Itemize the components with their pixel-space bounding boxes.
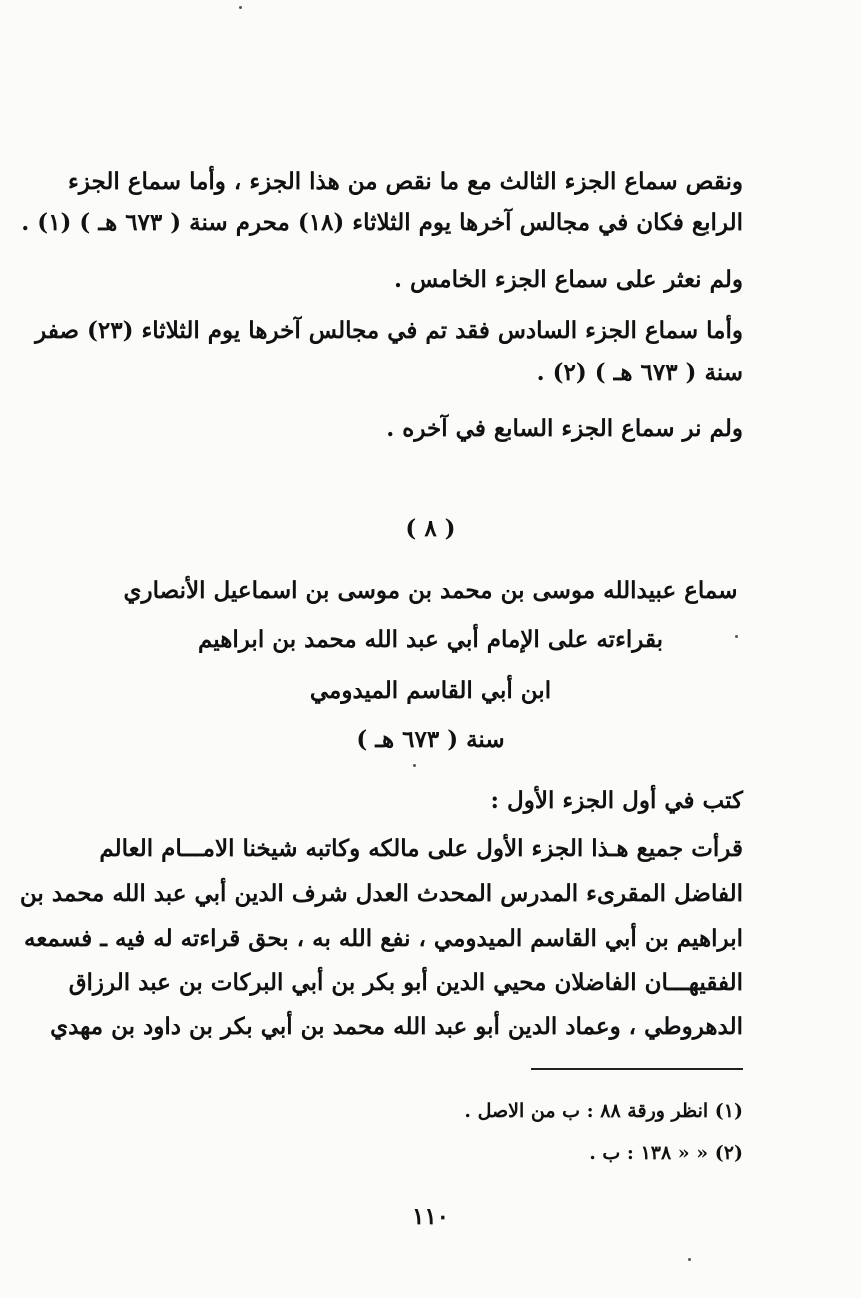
- text-line: سنة ( ٦٧٣ هـ ) (٢) .: [536, 359, 743, 386]
- footnote: (١) انظر ورقة ٨٨ : ب من الاصل .: [464, 1100, 743, 1122]
- text-line: الفقيهـــان الفاضلان محيي الدين أبو بكر بن أبي البركات بن عبد الرزاق: [68, 969, 743, 996]
- section-title-line: سماع عبيدالله موسى بن محمد بن موسى بن اسماعيل الأنصاري: [123, 577, 738, 604]
- section-number: ( ٨ ): [405, 515, 456, 542]
- section-title-line: بقراءته على الإمام أبي عبد الله محمد بن ابراهيم: [197, 626, 664, 653]
- text-line: ولم نعثر على سماع الجزء الخامس .: [393, 266, 743, 293]
- text-line: الرابع فكان في مجالس آخرها يوم الثلاثاء (١٨) محرم سنة ( ٦٧٣ هـ ) (١) .: [21, 209, 743, 236]
- footnote-divider: [531, 1068, 743, 1070]
- scan-speck: [735, 635, 738, 638]
- footnote: (٢) « « ١٣٨ : ب .: [589, 1142, 743, 1164]
- text-line: الدهروطي ، وعماد الدين أبو عبد الله محمد بن أبي بكر بن داود بن مهدي: [50, 1013, 743, 1040]
- text-line: قرأت جميع هـذا الجزء الأول على مالكه وكاتبه شيخنا الامـــام العالم: [99, 835, 743, 862]
- text-line: ونقص سماع الجزء الثالث مع ما نقص من هذا الجزء ، وأما سماع الجزء: [68, 168, 743, 195]
- section-title-line: ابن أبي القاسم الميدومي: [309, 677, 552, 704]
- section-date: سنة ( ٦٧٣ هـ ): [356, 726, 505, 753]
- scan-speck: [413, 764, 416, 767]
- text-line: الفاضل المقرىء المدرس المحدث العدل شرف الدين أبي عبد الله محمد بن: [19, 880, 743, 907]
- text-line: ولم نر سماع الجزء السابع في آخره .: [386, 415, 743, 442]
- text-line: كتب في أول الجزء الأول :: [490, 787, 743, 814]
- page-number: ١١٠: [411, 1203, 450, 1230]
- text-line: وأما سماع الجزء السادس فقد تم في مجالس آخرها يوم الثلاثاء (٢٣) صفر: [35, 317, 743, 344]
- scan-speck: [688, 1258, 691, 1261]
- text-line: ابراهيم بن أبي القاسم الميدومي ، نفع الله به ، بحق قراءته له فيه ـ فسمعه: [24, 925, 743, 952]
- scan-speck: [239, 6, 242, 9]
